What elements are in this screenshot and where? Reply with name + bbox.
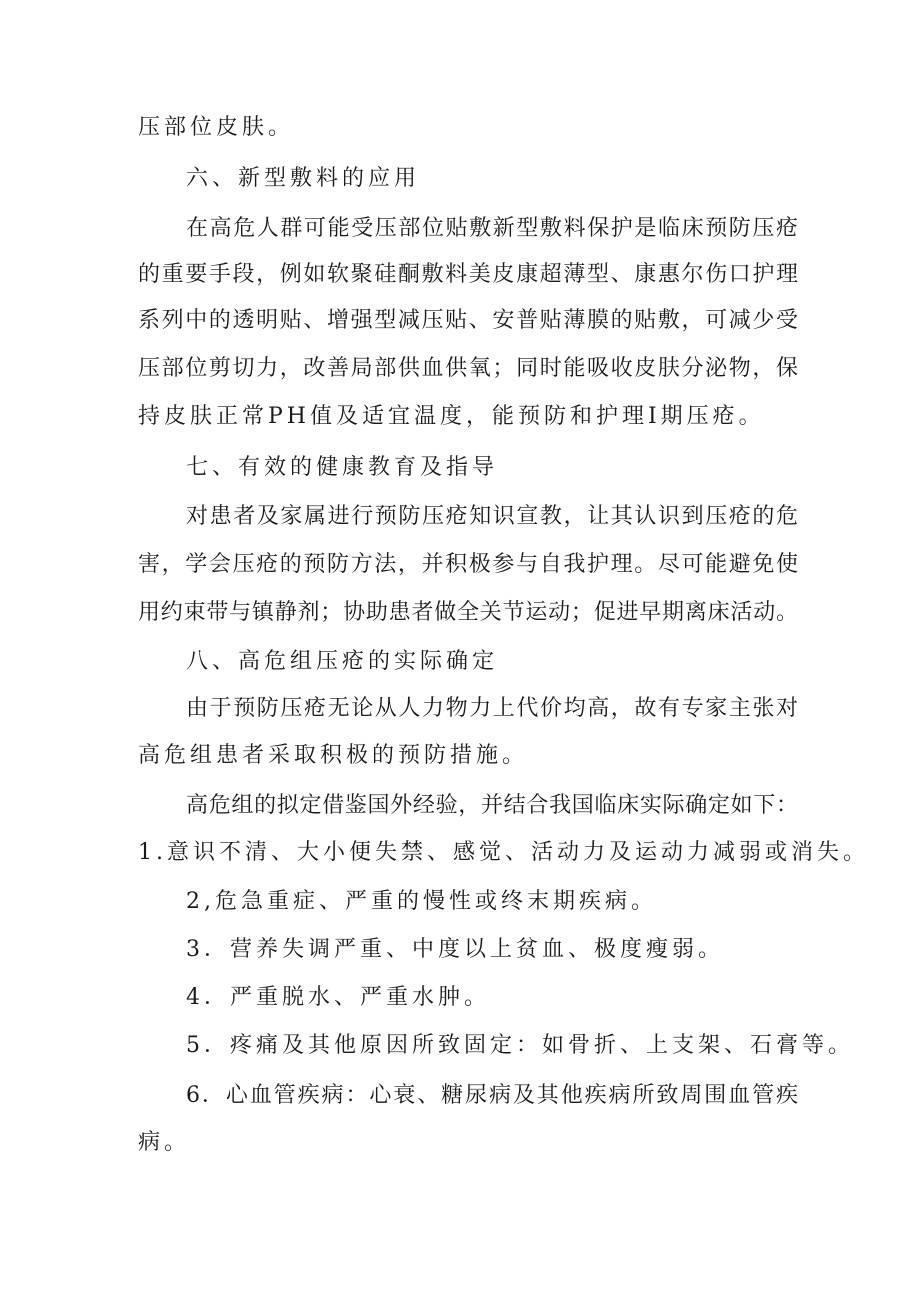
list-item: 6．心血管疾病：心衰、糖尿病及其他疾病所致周围血管疾 xyxy=(186,1083,798,1108)
text-line: 压部位皮肤。 xyxy=(138,115,295,140)
section-heading: 七、有效的健康教育及指导 xyxy=(186,455,499,480)
text-line: 的重要手段，例如软聚硅酮敷料美皮康超薄型、康惠尔伤口护理 xyxy=(138,262,798,287)
list-item: 3．营养失调严重、中度以上贫血、极度瘦弱。 xyxy=(186,937,724,962)
text-line: 压部位剪切力，改善局部供血供氧；同时能吸收皮肤分泌物，保 xyxy=(138,356,798,381)
text-line: 用约束带与镇静剂；协助患者做全关节运动；促进早期离床活动。 xyxy=(138,600,798,625)
text-line: 高危组的拟定借鉴国外经验，并结合我国临床实际确定如下： xyxy=(186,793,798,818)
text-line: 病。 xyxy=(138,1130,191,1155)
text-line: 对患者及家属进行预防压疮知识宣教，让其认识到压疮的危 xyxy=(186,504,798,529)
section-heading: 八、高危组压疮的实际确定 xyxy=(186,649,499,674)
text-line: 系列中的透明贴、增强型减压贴、安普贴薄膜的贴敷，可减少受 xyxy=(138,308,798,333)
list-item: 4．严重脱水、严重水肿。 xyxy=(186,985,490,1010)
text-line: 由于预防压疮无论从人力物力上代价均高，故有专家主张对 xyxy=(186,696,798,721)
list-item: 2,危急重症、严重的慢性或终末期疾病。 xyxy=(186,889,657,914)
text-line: 害，学会压疮的预防方法，并积极参与自我护理。尽可能避免使 xyxy=(138,552,798,577)
text-line: 高危组患者采取积极的预防措施。 xyxy=(138,743,529,768)
list-item: 5．疼痛及其他原因所致固定：如骨折、上支架、石膏等。 xyxy=(186,1033,854,1058)
list-item: 1.意识不清、大小便失禁、感觉、活动力及运动力减弱或消失。 xyxy=(138,840,869,865)
section-heading: 六、新型敷料的应用 xyxy=(186,166,421,191)
text-line: 在高危人群可能受压部位贴敷新型敷料保护是临床预防压疮 xyxy=(186,216,798,241)
text-line: 持皮肤正常PH值及适宜温度，能预防和护理Ⅰ期压疮。 xyxy=(138,404,765,429)
